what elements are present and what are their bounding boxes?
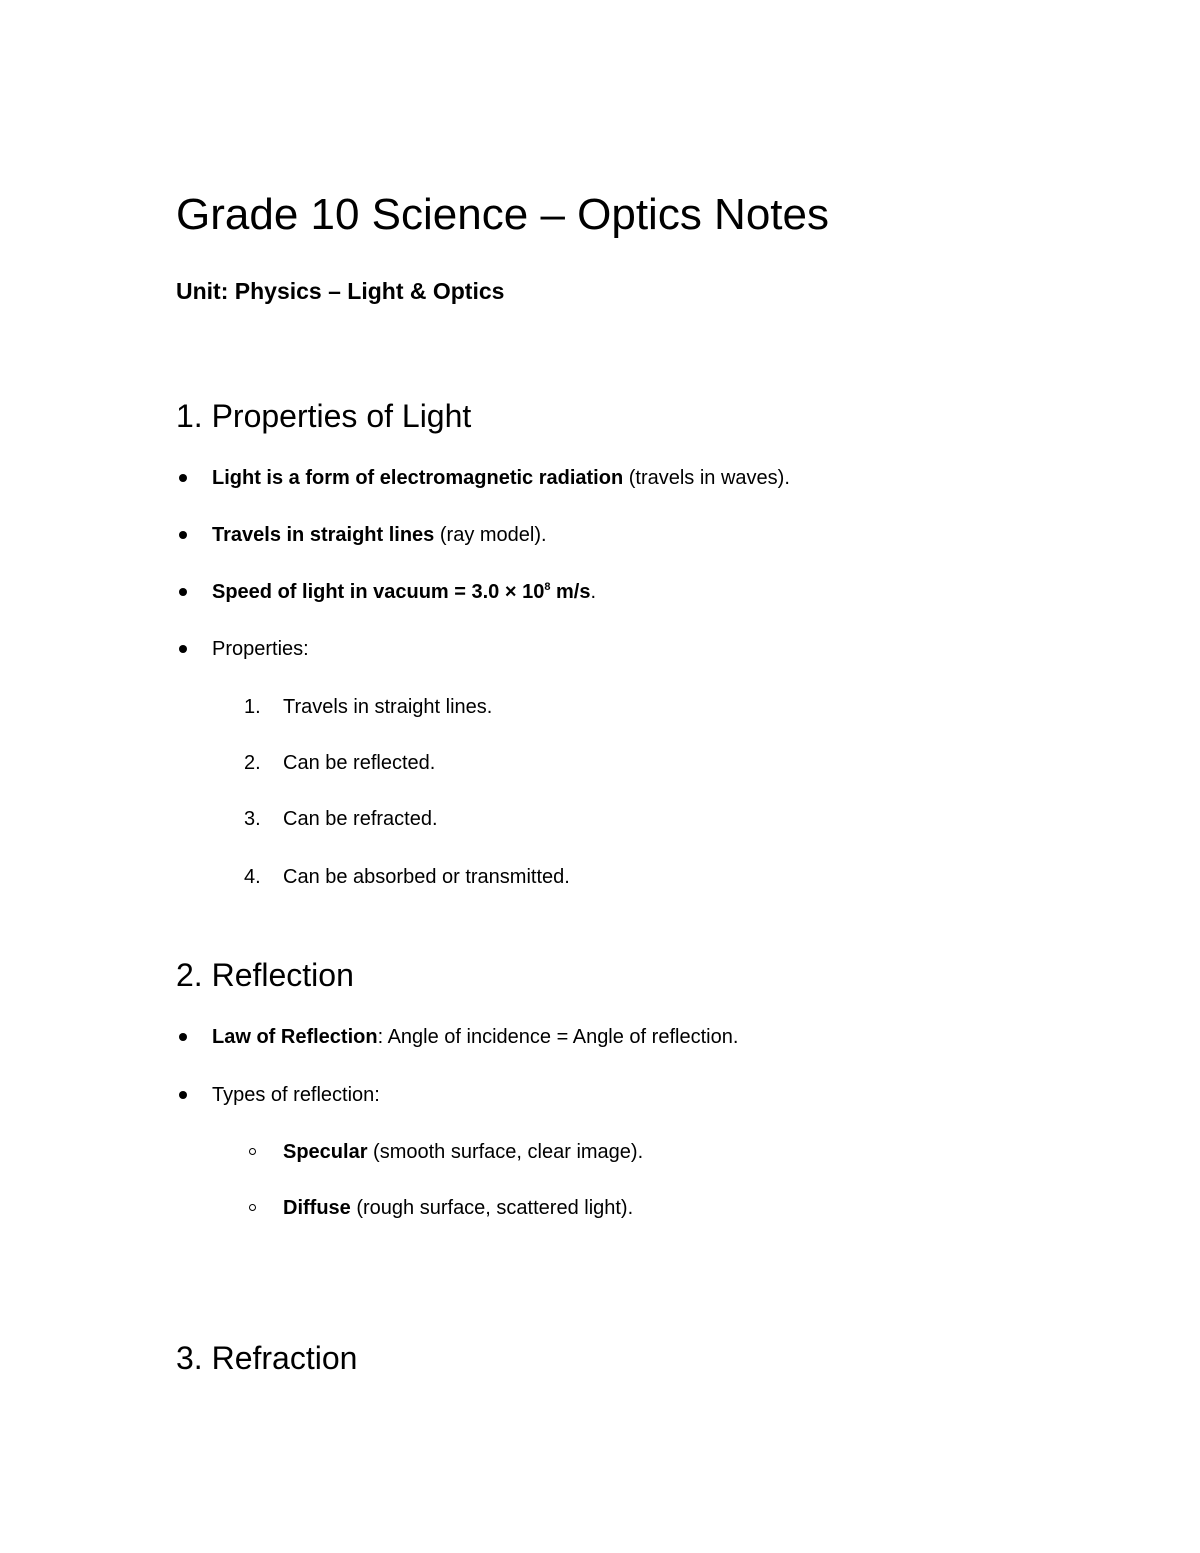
bullet-icon [179, 645, 187, 653]
section-heading-properties: 1. Properties of Light [176, 398, 472, 434]
numbered-item: Travels in straight lines. [283, 696, 493, 718]
numbered-item: Can be refracted. [283, 808, 438, 830]
numbered-marker: 2. [244, 752, 261, 774]
numbered-item: Can be absorbed or transmitted. [283, 866, 570, 888]
list-item: Law of Reflection: Angle of incidence = Angle of reflection. [212, 1026, 739, 1048]
document-title: Grade 10 Science – Optics Notes [176, 190, 829, 239]
sub-list-item: Specular (smooth surface, clear image). [283, 1141, 644, 1163]
list-item: Travels in straight lines (ray model). [212, 524, 547, 546]
sub-list-item: Diffuse (rough surface, scattered light). [283, 1197, 634, 1219]
numbered-marker: 1. [244, 696, 261, 718]
list-item: Speed of light in vacuum = $3.0 \times 10^8$ m/s. [212, 581, 597, 603]
section-heading-refraction: 3. Refraction [176, 1340, 358, 1376]
bullet-icon [179, 1033, 187, 1041]
hollow-bullet-icon [249, 1204, 256, 1211]
unit-subtitle: Unit: Physics – Light & Optics [176, 278, 505, 304]
bullet-icon [179, 474, 187, 482]
list-item: Light is a form of electromagnetic radiation (travels in waves). [212, 467, 790, 489]
numbered-item: Can be reflected. [283, 752, 436, 774]
list-item: Properties: [212, 638, 309, 660]
section-heading-reflection: 2. Reflection [176, 957, 354, 993]
numbered-marker: 4. [244, 866, 261, 888]
numbered-marker: 3. [244, 808, 261, 830]
bullet-icon [179, 531, 187, 539]
bullet-icon [179, 1091, 187, 1099]
bullet-icon [179, 588, 187, 596]
hollow-bullet-icon [249, 1148, 256, 1155]
list-item: Types of reflection: [212, 1084, 380, 1106]
